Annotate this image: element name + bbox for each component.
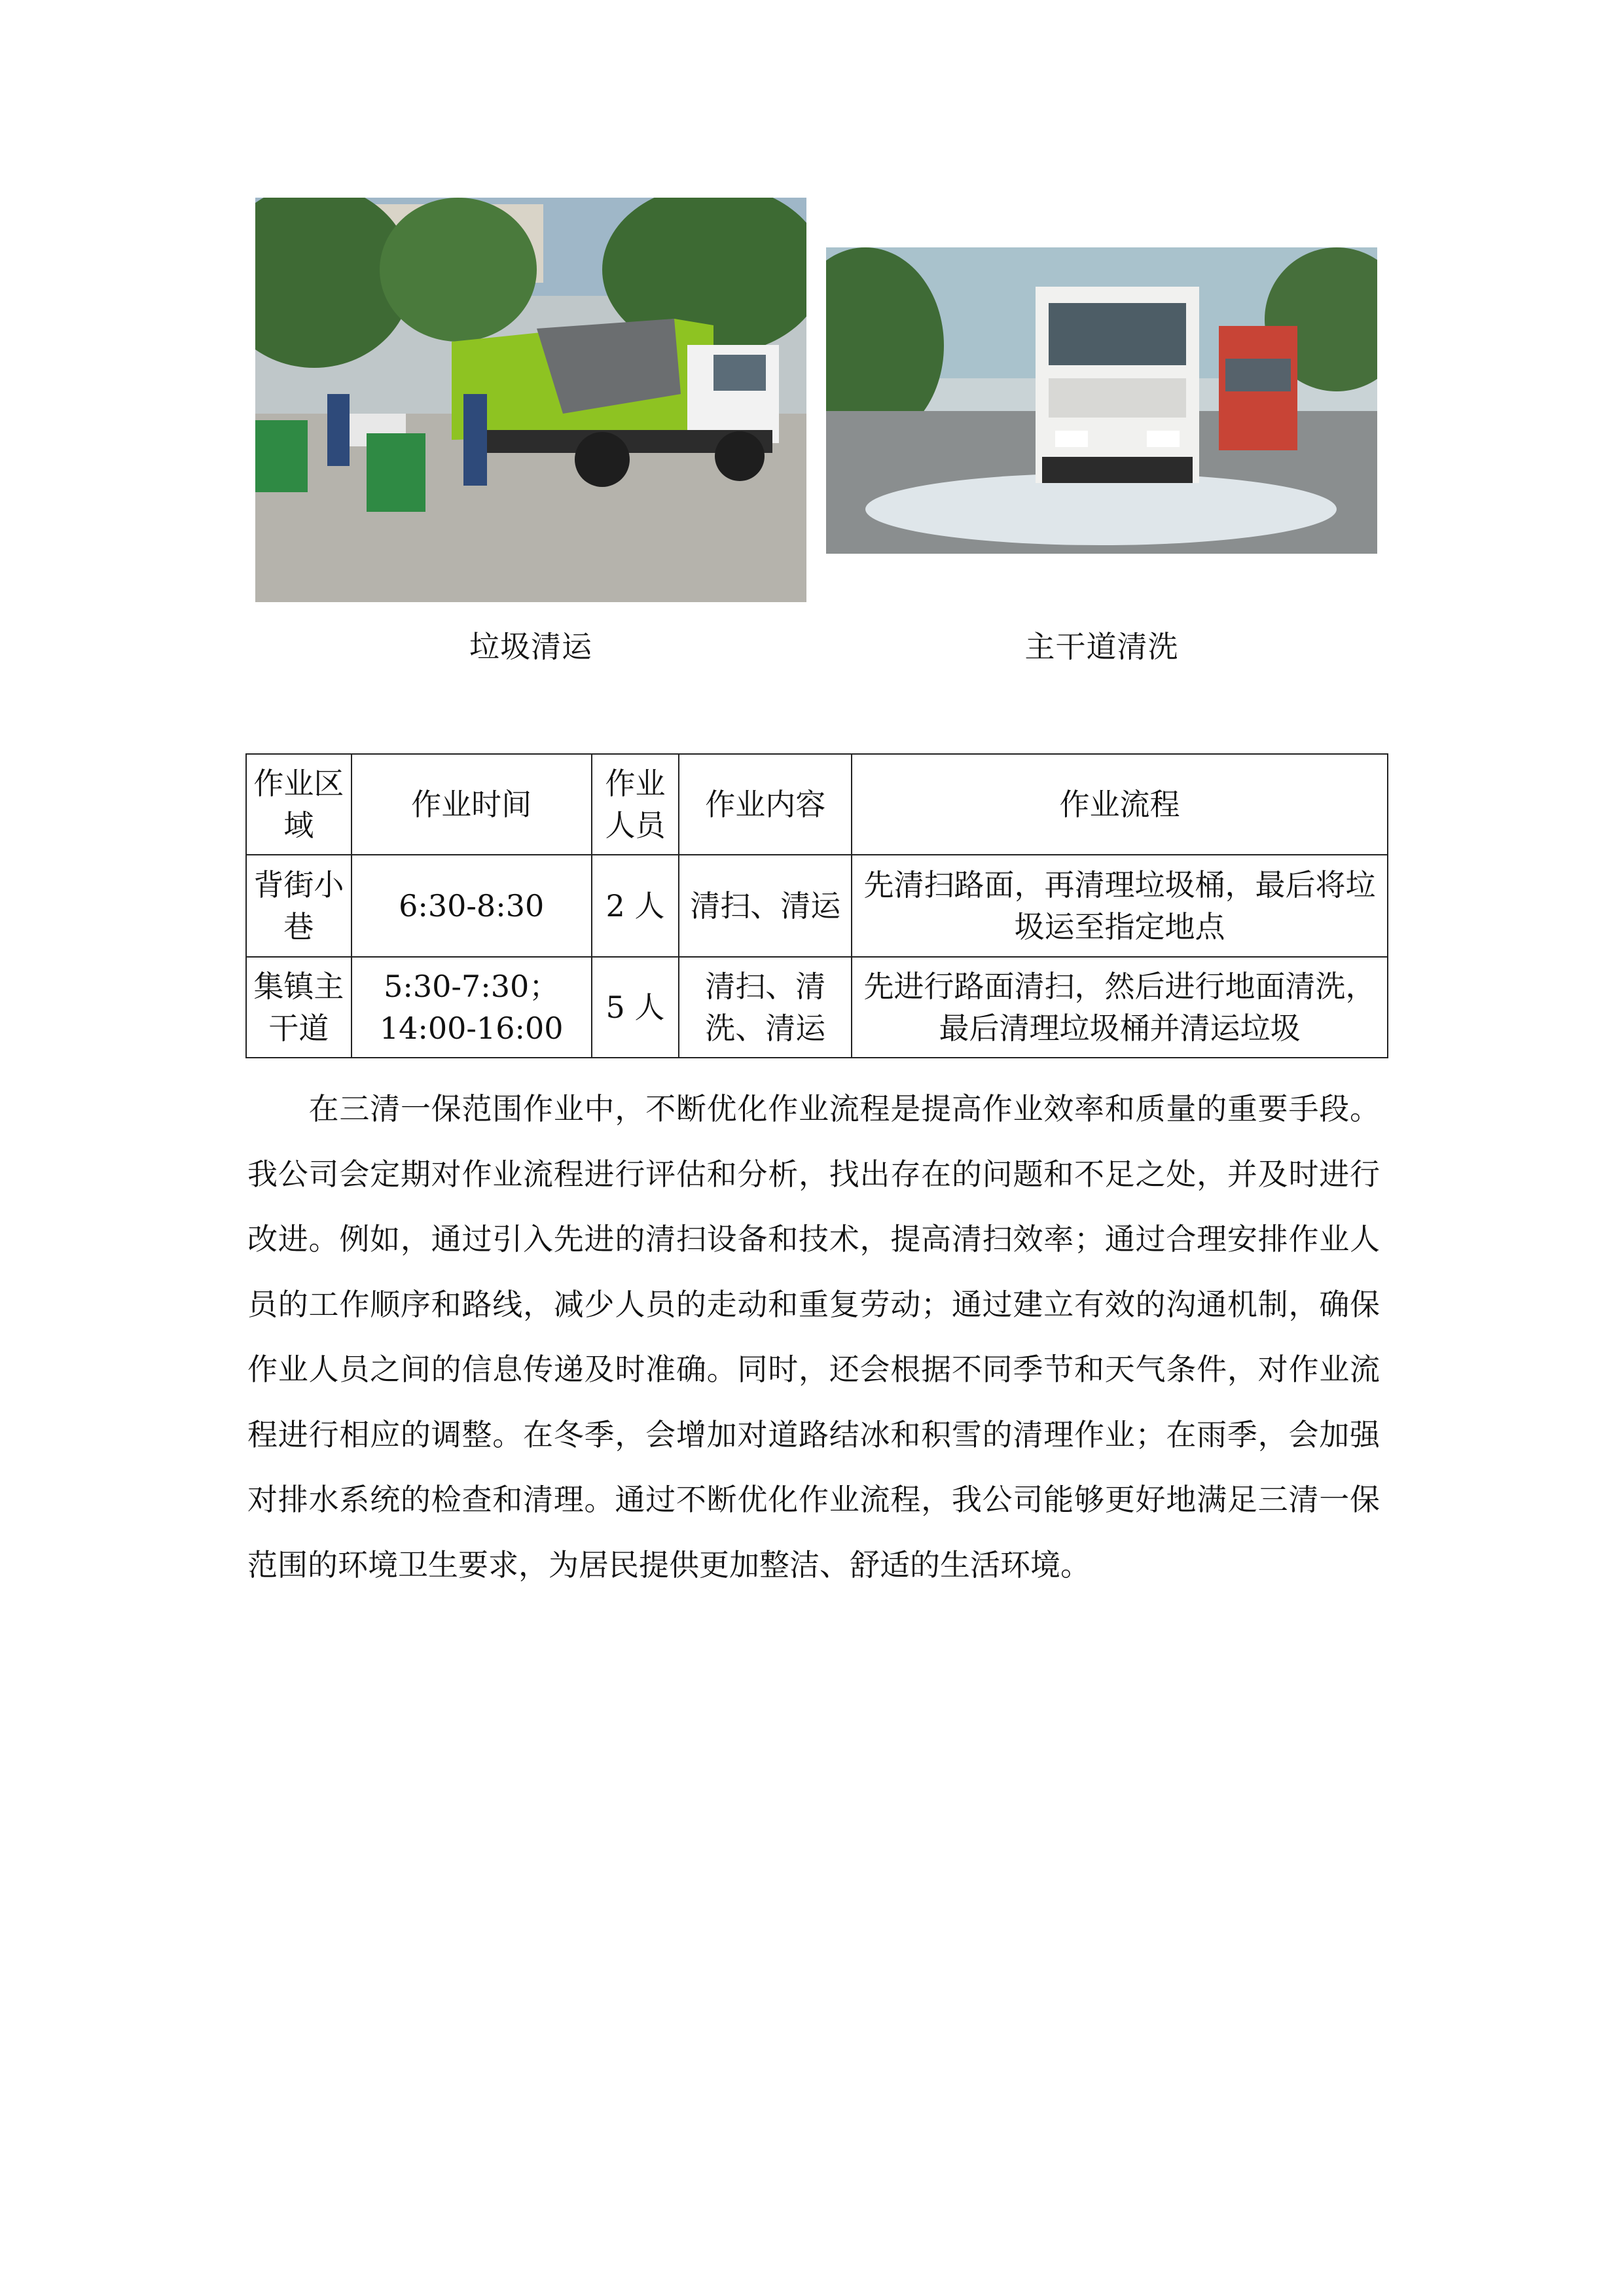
time-range: 14:00-16:00: [379, 1011, 564, 1046]
cell-time: [352, 855, 592, 957]
cell-process: 先进行路面清扫，然后进行地面清洗，最后清理垃圾桶并清运垃圾: [852, 957, 1388, 1058]
cell-content: 清扫、清洗、清运: [679, 957, 852, 1058]
cell-content: 清扫、清运: [679, 855, 852, 957]
table-row: [246, 957, 1388, 1058]
cell-staff: 5 人: [592, 957, 679, 1058]
header-content: 作业内容: [679, 754, 852, 855]
time-range: 6:30-8:30: [399, 888, 545, 924]
header-staff: 作业人员: [592, 754, 679, 855]
header-area: 作业区域: [246, 754, 352, 855]
table-row: [246, 855, 1388, 957]
body-paragraph: 在三清一保范围作业中，不断优化作业流程是提高作业效率和质量的重要手段。我公司会定期对作业流程进行评估和分析，找出存在的问题和不足之处，并及时进行改进。例如，通过引入先进的清扫设备和技术，提高清扫效率；通过合理安排作业人员的工作顺序和路线，减少人员的走动和重复劳动；通过建立有效的沟通机制，确保作业人员之间的信息传递及时准确。同时，还会根据不同季节和天气条件，对作业流程进行相应的调整。在冬季，会增加对道路结冰和积雪的清理作业；在雨季，会加强对排水系统的检查和清理。通过不断优化作业流程，我公司能够更好地满足三清一保范围的环境卫生要求，为居民提供更加整洁、舒适的生活环境。: [247, 1091, 1380, 1583]
photo-caption-garbage: 垃圾清运: [469, 629, 592, 664]
photo-caption-washing: 主干道清洗: [1024, 629, 1179, 664]
time-range: 5:30-7:30；: [384, 969, 560, 1004]
operations-table: [245, 753, 1388, 1058]
cell-area: 背街小巷: [246, 855, 352, 957]
road-washing-photo: [826, 247, 1377, 554]
garbage-collection-photo: [255, 198, 806, 602]
cell-staff: 2 人: [592, 855, 679, 957]
header-process: 作业流程: [852, 754, 1388, 855]
cell-area: 集镇主干道: [246, 957, 352, 1058]
cell-process: 先清扫路面，再清理垃圾桶，最后将垃圾运至指定地点: [852, 855, 1388, 957]
header-time: 作业时间: [352, 754, 592, 855]
table-header-row: [246, 754, 1388, 855]
cell-time: [352, 957, 592, 1058]
